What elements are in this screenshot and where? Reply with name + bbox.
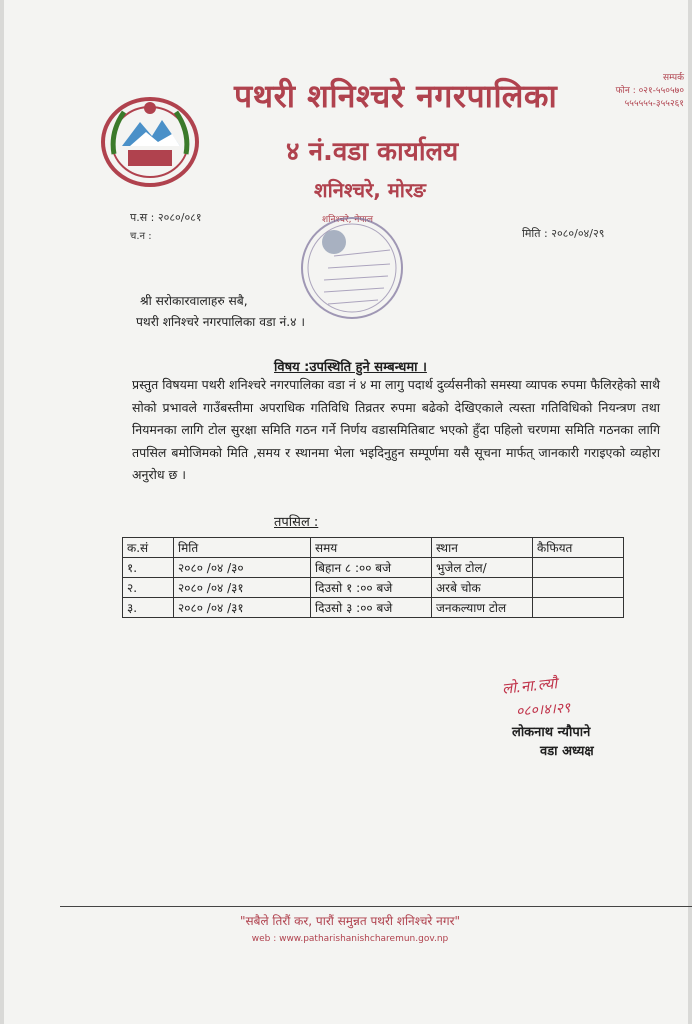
table-row (123, 558, 624, 578)
contact-phone-2: ५५५५५५-३५५२६१ (624, 99, 684, 109)
row-place: जनकल्याण टोल (432, 598, 533, 618)
recipient-line-1: श्री सरोकारवालाहरु सबै, (140, 294, 248, 308)
row-date: २०८० /०४ /३१ (174, 598, 311, 618)
row-time: दिउसो १ :०० बजे (311, 578, 432, 598)
stamp-header-text: शनिश्चरे, नेपाल (322, 215, 373, 225)
recipient-line-2: पथरी शनिश्चरे नगरपालिका वडा नं.४ । (136, 315, 306, 329)
table-row (123, 578, 624, 598)
header-time: समय (311, 538, 432, 558)
header-remarks: कैफियत (533, 538, 624, 558)
letter-date: मिति : २०८०/०४/२९ (522, 227, 605, 240)
footer-divider (60, 906, 692, 907)
contact-block (594, 72, 684, 111)
dispatch-number: च.न : (130, 231, 152, 242)
row-sn: ३. (123, 598, 174, 618)
table-row (123, 598, 624, 618)
header-sn: क.सं (123, 538, 174, 558)
footer-motto: "सबैले तिरौं कर, पारौं समुन्नत पथरी शनिश्चरे नगर" (239, 914, 461, 928)
row-place: अरबे चोक (432, 578, 533, 598)
ward-office-title: ४ नं.वडा कार्यालय (286, 137, 459, 167)
row-remarks (533, 578, 624, 598)
header-place: स्थान (432, 538, 533, 558)
table-header-row (123, 538, 624, 558)
municipality-title: पथरी शनिश्चरे नगरपालिका (234, 77, 558, 115)
contact-phone: फोन : ०२१-५५०५७० (615, 86, 684, 96)
row-place: भुजेल टोल/ (432, 558, 533, 578)
handwritten-signature: लो.ना.ल्यौ (501, 674, 559, 698)
letter-body: प्रस्तुत विषयमा पथरी शनिश्चरे नगरपालिका वडा नं ४ मा लागु पदार्थ दुर्व्यसनीको समस्या व्यापक रुपमा फैलिरहेको साथै सोको प्रभावले गाउँबस्तीमा अपराधिक गतिविधि तिव्रतर रुपमा बढेको देखिएकाले त्यस्ता गतिविधिको नियन्त्रण तथा नियमनका लागि टोल सुरक्षा समिति गठन गर्ने निर्णय वडासमितिबाट भएको हुँदा पहिलो चरणमा समिति गठनका लागि तपसिल बमोजिमको मिति ,समय र स्थानमा भेला भइदिनुहुन सम्पूर्णमा यसै सूचना मार्फत् जानकारी गराइएको व्यहोरा अनुरोध छ । (132, 377, 660, 482)
header-date: मिति (174, 538, 311, 558)
letter-number: प.स : २०८०/०८१ (130, 211, 202, 224)
signatory-name: लोकनाथ न्यौपाने (512, 725, 591, 740)
row-remarks (533, 598, 624, 618)
handwritten-sign-date: ०८०।४।२९ (515, 700, 571, 720)
footer-website: web : www.patharishanishcharemun.gov.np (251, 934, 449, 944)
row-sn: १. (123, 558, 174, 578)
nepal-emblem-icon (100, 92, 200, 188)
subject-line: विषय :उपस्थिति हुने सम्बन्धमा । (274, 360, 427, 375)
letter-paper (4, 0, 688, 1024)
row-date: २०८० /०४ /३१ (174, 578, 311, 598)
schedule-table (122, 537, 624, 618)
row-time: बिहान ८ :०० बजे (311, 558, 432, 578)
office-location: शनिश्चरे, मोरङ (314, 178, 426, 202)
office-stamp (294, 212, 410, 324)
signatory-designation: वडा अध्यक्ष (540, 744, 594, 759)
row-time: दिउसो ३ :०० बजे (311, 598, 432, 618)
row-sn: २. (123, 578, 174, 598)
tapasil-label: तपसिल : (274, 515, 319, 530)
row-remarks (533, 558, 624, 578)
row-date: २०८० /०४ /३० (174, 558, 311, 578)
contact-label: सम्पर्क (663, 73, 684, 83)
